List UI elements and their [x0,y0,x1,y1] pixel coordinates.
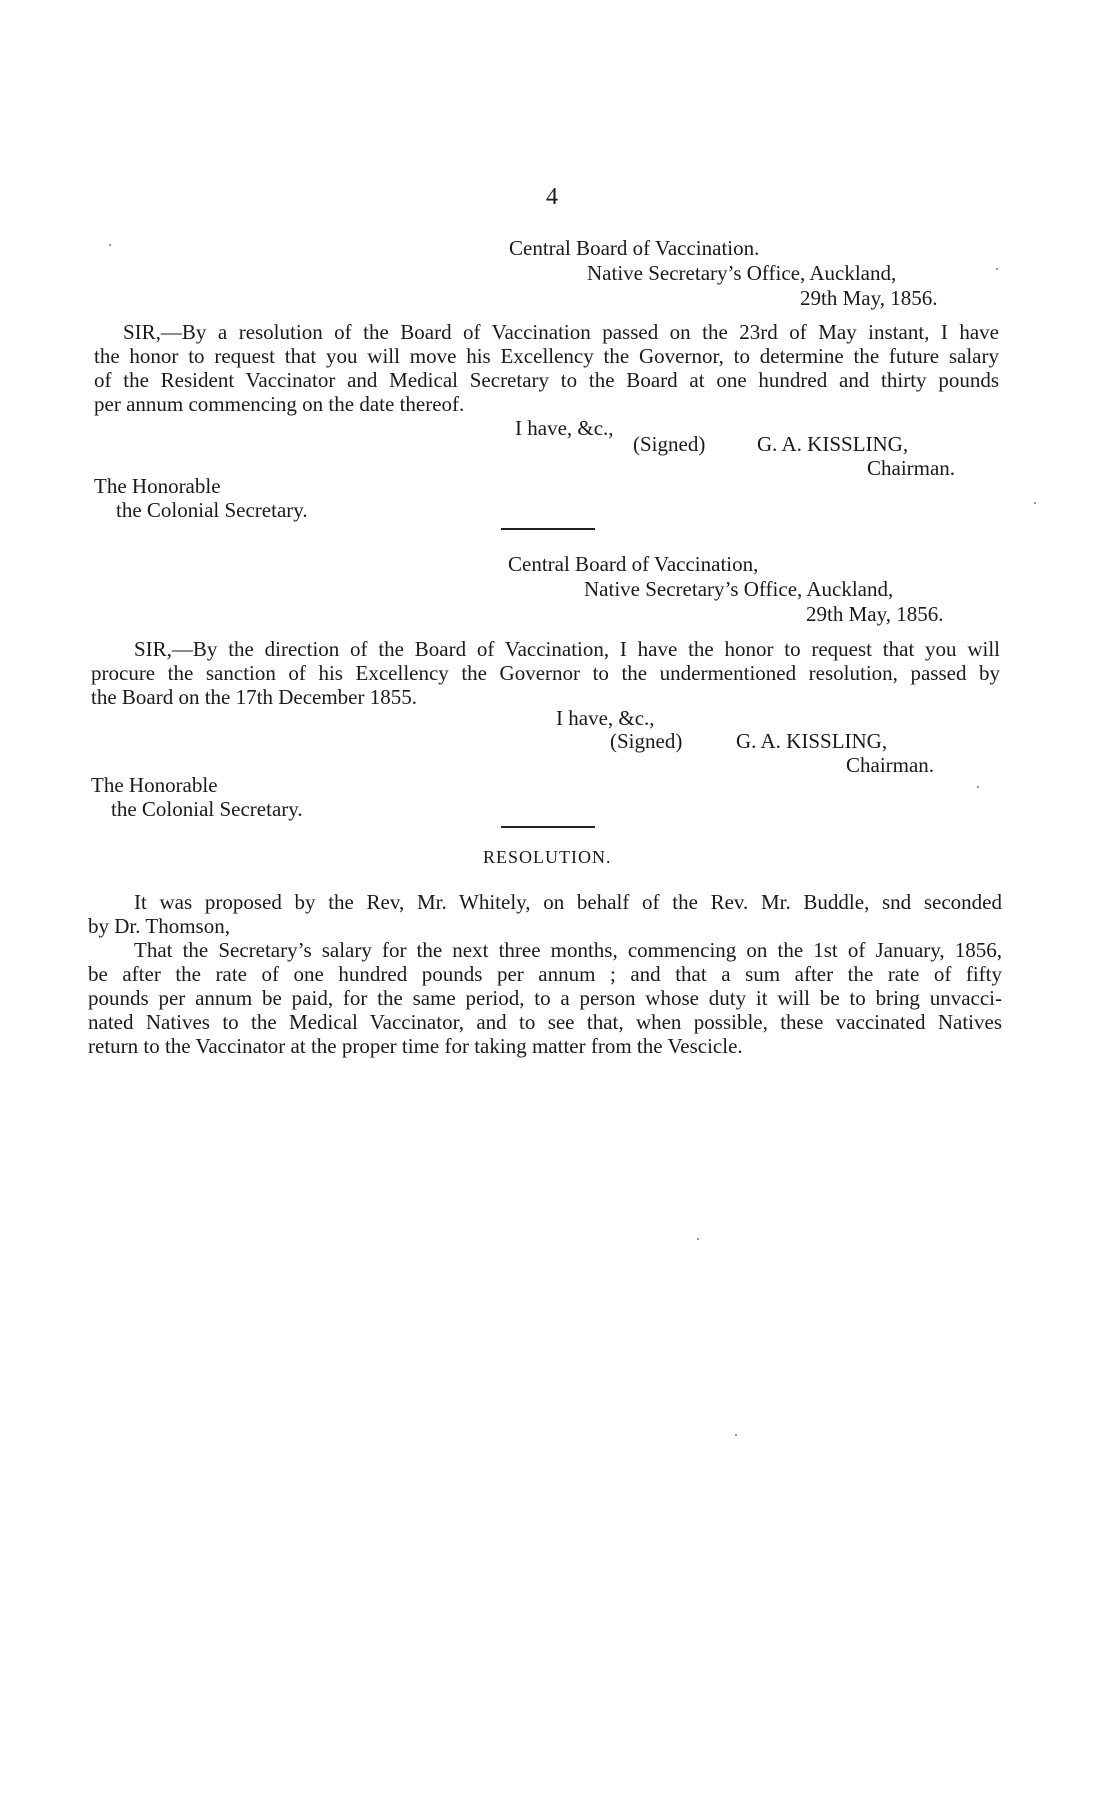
scan-speck [996,268,998,270]
section-rule-2 [501,826,595,828]
page-number: 4 [546,184,558,210]
resolution-para2-line-5: return to the Vaccinator at the proper time for taking matter from the Vescicle. [88,1034,743,1058]
letter2-addressee-line1: The Honorable [91,773,218,797]
letter1-body-line-4: per annum commencing on the date thereof. [94,392,465,416]
letter2-body-line-3: the Board on the 17th December 1855. [91,685,417,709]
letter2-title: Chairman. [846,753,935,777]
letter2-addressee-line2: the Colonial Secretary. [111,797,303,821]
letter1-signed: (Signed) [633,432,706,456]
letter2-heading: Central Board of Vaccination, [508,552,759,576]
resolution-heading: RESOLUTION. [483,847,612,867]
letter1-body-line-2: the honor to request that you will move his Excellency the Governor, to determine the future salary [94,344,999,368]
letter2-body-line-1: SIR,—By the direction of the Board of Vaccination, I have the honor to request that you will [134,637,1000,661]
scan-speck [735,1434,737,1436]
scan-speck [697,1238,699,1240]
letter2-address: Native Secretary’s Office, Auckland, [584,577,894,601]
letter1-date: 29th May, 1856. [800,286,938,310]
scan-speck [1034,502,1036,504]
section-rule-1 [501,528,595,530]
resolution-para2-line-1: That the Secretary’s salary for the next three months, commencing on the 1st of January, 1856, [134,938,1002,962]
resolution-para1-line-1: It was proposed by the Rev, Mr. Whitely, on behalf of the Rev. Mr. Buddle, snd seconded [134,890,1002,914]
letter1-closing: I have, &c., [515,416,614,440]
resolution-para2-line-4: nated Natives to the Medical Vaccinator, and to see that, when possible, these vaccinated Natives [88,1010,1002,1034]
letter2-date: 29th May, 1856. [806,602,944,626]
letter1-addressee-line1: The Honorable [94,474,221,498]
letter1-body-line-1: SIR,—By a resolution of the Board of Vaccination passed on the 23rd of May instant, I have [123,320,999,344]
resolution-para2-line-2: be after the rate of one hundred pounds per annum ; and that a sum after the rate of fifty [88,962,1002,986]
scan-speck [109,244,111,246]
letter1-body-line-3: of the Resident Vaccinator and Medical Secretary to the Board at one hundred and thirty pounds [94,368,999,392]
letter2-closing: I have, &c., [556,706,655,730]
letter1-signatory: G. A. KISSLING, [757,432,909,456]
letter1-addressee-line2: the Colonial Secretary. [116,498,308,522]
letter2-signatory: G. A. KISSLING, [736,729,888,753]
resolution-para2-line-3: pounds per annum be paid, for the same period, to a person whose duty it will be to bring unvacci- [88,986,1002,1010]
letter1-title: Chairman. [867,456,956,480]
letter2-signed: (Signed) [610,729,683,753]
letter2-body-line-2: procure the sanction of his Excellency the Governor to the undermentioned resolution, passed by [91,661,1000,685]
letter1-address: Native Secretary’s Office, Auckland, [587,261,897,285]
resolution-para1-line-2: by Dr. Thomson, [88,914,230,938]
letter1-heading: Central Board of Vaccination. [509,236,760,260]
scan-speck [977,786,979,788]
